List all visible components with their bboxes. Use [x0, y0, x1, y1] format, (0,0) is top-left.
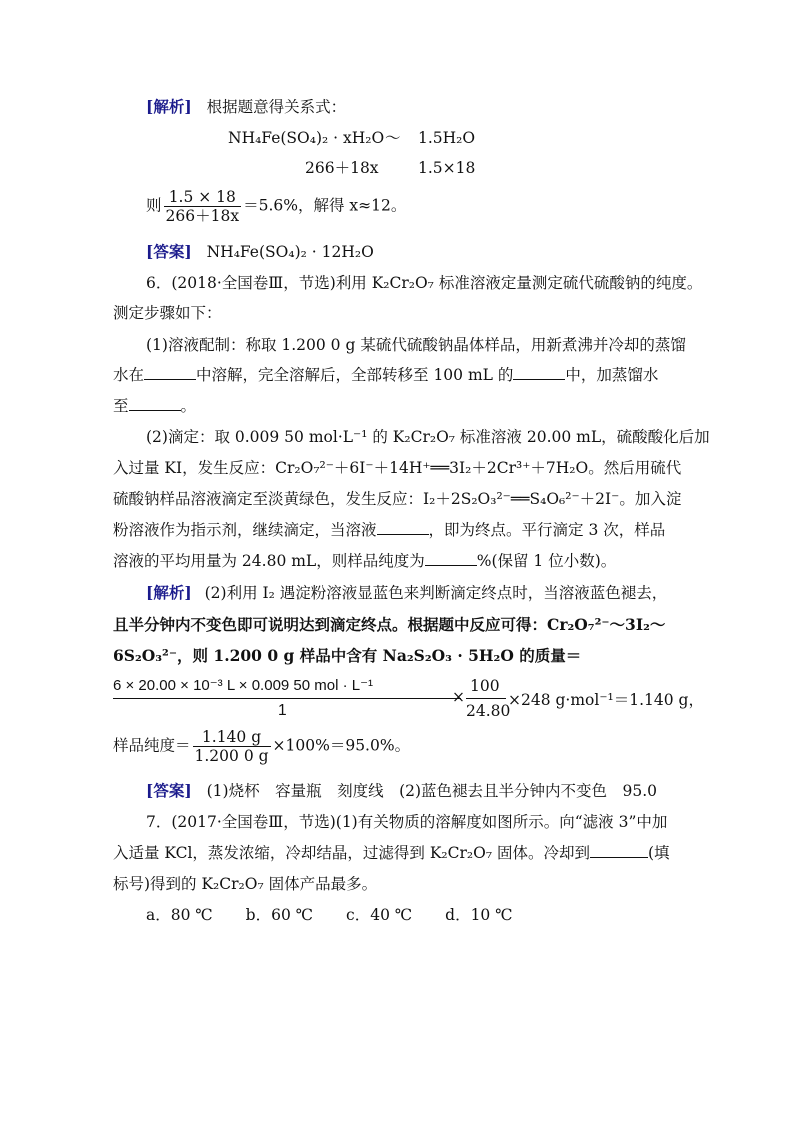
text-segment: 中溶解，完全溶解后，全部转移至 100 mL 的 [196, 366, 514, 384]
q6-line-2: 测定步骤如下： [113, 304, 222, 322]
analysis2-line-1 [146, 582, 667, 604]
volume-ratio-denominator: 24.80 [466, 702, 511, 720]
fraction-bar [113, 698, 461, 699]
answer-line-2 [146, 780, 657, 802]
text-segment: 溶液的平均用量为 24.80 mL，则样品纯度为 [113, 552, 425, 570]
text-segment: 粉溶液作为指示剂，继续滴定，当溶液 [113, 521, 377, 539]
q6-p2-line-3: 硫酸钠样品溶液滴定至淡黄绿色，发生反应：I₂＋2S₂O₃²⁻══S₄O₆²⁻＋2I⁻。加入淀 [113, 490, 682, 508]
multiply-sign: × [452, 688, 465, 706]
q6-p2-line-5 [113, 550, 616, 572]
fraction-numerator: 1.140 g [193, 728, 271, 747]
option-a[interactable]: a．80 ℃ [146, 906, 213, 924]
answer-blank[interactable] [425, 551, 477, 566]
analysis2-line-2: 且半分钟内不变色即可说明达到滴定终点。根据题中反应可得：Cr₂O₇²⁻～3I₂～ [113, 615, 666, 634]
q7-line-2 [113, 842, 670, 864]
answer-text: (1)烧杯 容量瓶 刻度线 (2)蓝色褪去且半分钟内不变色 95.0 [206, 782, 658, 800]
q6-p1-line-3 [113, 395, 196, 417]
conclusion-fraction [164, 188, 242, 225]
analysis-tag: [解析] [146, 583, 192, 602]
relation-row-2-right: 1.5×18 [418, 159, 476, 177]
answer-text: NH₄Fe(SO₄)₂ · 12H₂O [206, 243, 374, 261]
relation-row-1-left: NH₄Fe(SO₄)₂ · xH₂O [228, 129, 385, 147]
q6-p2-line-1: (2)滴定：取 0.009 50 mol·L⁻¹ 的 K₂Cr₂O₇ 标准溶液 20.00 mL，硫酸酸化后加 [146, 428, 710, 446]
analysis-tag: [解析] [146, 97, 192, 116]
answer-blank[interactable] [129, 396, 181, 411]
text-segment: ，即为终点。平行滴定 3 次，样品 [428, 521, 666, 539]
relation-row-1-right: 1.5H₂O [418, 129, 476, 147]
q6-p1-line-2 [113, 364, 658, 386]
mass-fraction-numerator: 6 × 20.00 × 10⁻³ L × 0.009 50 mol · L⁻¹ [113, 677, 374, 694]
option-c[interactable]: c．40 ℃ [346, 906, 413, 924]
answer-tag: [答案] [146, 242, 192, 261]
fraction-denominator: 266＋18x [165, 207, 240, 225]
q7-line-1: 7．(2017·全国卷Ⅲ，节选)(1)有关物质的溶解度如图所示。向“滤液 3”中加 [146, 813, 668, 831]
q6-p2-line-2: 入过量 KI，发生反应：Cr₂O₇²⁻＋6I⁻＋14H⁺══3I₂＋2Cr³⁺＋7H₂O。然后用硫代 [113, 459, 682, 477]
answer-blank[interactable] [377, 520, 429, 535]
conclusion-line [146, 188, 406, 225]
text-segment: 。 [180, 397, 197, 415]
q7-options [146, 904, 513, 926]
text-segment: (填 [647, 844, 670, 862]
q7-line-3: 标号)得到的 K₂Cr₂O₇ 固体产品最多。 [113, 875, 378, 893]
fraction-numerator: 1.5 × 18 [164, 188, 242, 207]
purity-suffix: ×100%＝95.0%。 [272, 736, 411, 755]
conclusion-suffix: ＝5.6%，解得 x≈12。 [243, 196, 407, 215]
text-segment: %(保留 1 位小数)。 [476, 552, 617, 570]
q6-p1-line-1: (1)溶液配制：称取 1.200 0 g 某硫代硫酸钠晶体样品，用新煮沸并冷却的蒸馏 [146, 336, 686, 354]
text-segment: 至 [113, 397, 129, 415]
analysis-text: 根据题意得关系式： [206, 98, 347, 116]
relation-row-1-sym: ～ [385, 129, 401, 147]
q6-p2-line-4 [113, 519, 665, 541]
fraction-denominator: 1.200 0 g [194, 747, 269, 765]
analysis-line-1 [146, 96, 346, 118]
conclusion-prefix: 则 [146, 196, 162, 215]
answer-blank[interactable] [513, 365, 565, 380]
volume-ratio-numerator: 100 [470, 677, 500, 695]
answer-tag: [答案] [146, 781, 192, 800]
analysis2-line-3: 6S₂O₃²⁻，则 1.200 0 g 样品中含有 Na₂S₂O₃ · 5H₂O 的质量＝ [113, 646, 582, 665]
purity-prefix: 样品纯度＝ [113, 736, 191, 755]
text-segment: 水在 [113, 366, 145, 384]
analysis2-text: (2)利用 I₂ 遇淀粉溶液显蓝色来判断滴定终点时，当溶液蓝色褪去， [204, 584, 668, 602]
fraction-bar [466, 698, 506, 699]
text-segment: 入适量 KCl，蒸发浓缩，冷却结晶，过滤得到 K₂Cr₂O₇ 固体。冷却到 [113, 844, 590, 862]
answer-blank[interactable] [590, 843, 648, 858]
purity-line [113, 728, 410, 765]
purity-fraction [193, 728, 271, 765]
option-d[interactable]: d．10 ℃ [445, 906, 513, 924]
relation-row-2-left: 266＋18x [305, 159, 379, 177]
option-b[interactable]: b．60 ℃ [245, 906, 314, 924]
mass-result: ×248 g·mol⁻¹＝1.140 g， [508, 691, 704, 709]
text-segment: 中，加蒸馏水 [565, 366, 659, 384]
mass-fraction-denominator: 1 [278, 702, 287, 719]
answer-line-1 [146, 241, 374, 263]
answer-blank[interactable] [144, 365, 196, 380]
q6-line-1: 6．(2018·全国卷Ⅲ，节选)利用 K₂Cr₂O₇ 标准溶液定量测定硫代硫酸钠的纯度。 [146, 274, 703, 292]
